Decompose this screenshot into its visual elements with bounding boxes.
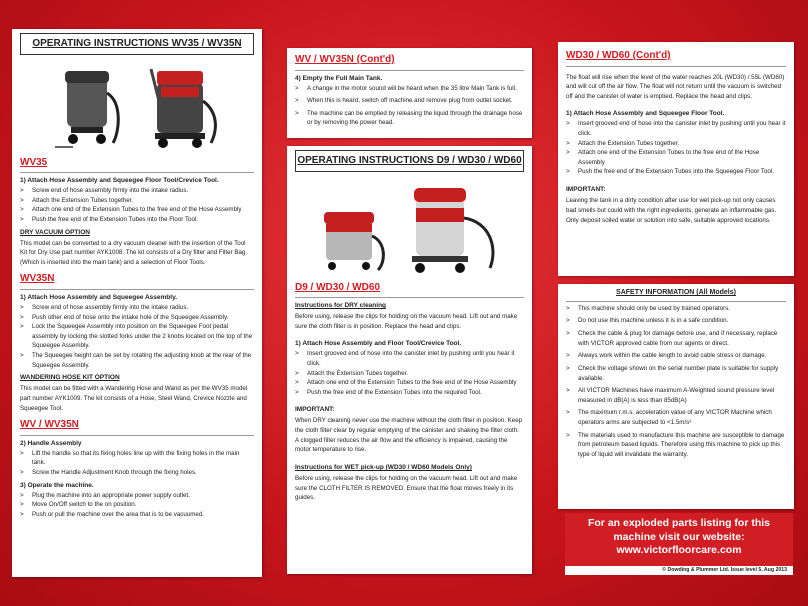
list-item: > Push the free end of the Extension Tubes into the required Tool. (295, 388, 524, 398)
heading-wv35n: WV35N (20, 273, 55, 285)
list-item: > Lift the handle so that its fixing holes line up with the fixing holes in the main tank. (20, 449, 254, 468)
list-item: > Attach one end of the Extension Tubes to the free end of the Hose Assembly (295, 378, 524, 388)
panel-wv-contd (287, 48, 532, 138)
list-item: > Push other end of hose onto the intake hole of the Squeegee Assembly. (20, 313, 254, 323)
list-item: > Move On/Off switch to the on position. (20, 500, 254, 510)
heading-wandering-hose-kit: WANDERING HOSE KIT OPTION (20, 374, 120, 382)
list-item: > Insert grooved end of hose into the canister inlet by pushing until you hear it click. (295, 349, 524, 368)
heading-d9-wd30-wd60: D9 / WD30 / WD60 (295, 281, 381, 293)
divider (566, 66, 786, 67)
heading-dry-vacuum-option: DRY VACUUM OPTION (20, 228, 90, 236)
heading-wv-wv35n: WV / WV35N (20, 419, 79, 431)
divider (566, 301, 786, 302)
dry-vacuum-text: This model can be converted to a dry vacuum cleaner with the insertion of the Tool Kit for Dry Use part number AYK1008. The kit consists of a Dry filter and Filter Bag (Which is inserted into the main tank) and a selection of Floor Tools. (20, 239, 246, 266)
list-item: > Do not use this machine unless it is in a safe condition. (566, 316, 786, 326)
website-link[interactable]: www.victorfloorcare.com (616, 544, 742, 557)
wet-pickup-text: Before using, release the clips for holding on the vacuum head. Lift out and make sure the CLOTH FILTER IS REMOVED. Ensure that the float moves freely in its guides. (295, 474, 518, 502)
list-item: > This machine should only be used by trained operators. (566, 304, 786, 314)
heading-dry-cleaning: Instructions for DRY cleaning (295, 302, 387, 309)
list-item: > Push the free end of the Extension Tubes into the Floor Tool. (20, 215, 254, 225)
list-item: > When this is heard, switch off machine and remove plug from outlet socket. (295, 96, 524, 106)
list-item: > Plug the machine into an appropriate power supply outlet. (20, 491, 254, 501)
panel-d9-wd30-wd60 (287, 146, 532, 574)
list-item: > All VICTOR Machines have maximum A-Weighted sound pressure level measured in dB(A) is less than 85dB(A) (566, 386, 786, 405)
image-wv35-machines (20, 59, 254, 151)
wv-step3: 3) Operate the machine. (20, 481, 94, 489)
divider (295, 70, 524, 71)
wv35n-step1: 1) Attach Hose Assembly and Squeegee Assembly. (20, 293, 178, 301)
dry-cleaning-text: Before using, release the clips for holding on the vacuum head. Lift out and make sure the cloth filter is in position. Replace the head and clips. (295, 313, 518, 330)
promo-line-2: machine visit our website: (613, 530, 745, 543)
panel-wd-contd (558, 42, 794, 276)
wv35-step1: 1) Attach Hose Assembly and Squeegee Floor Tool/Crevice Tool. (20, 177, 219, 184)
list-item: > Push or pull the machine over the area that is to be vacuumed. (20, 510, 254, 520)
list-item: > The materials used to manufacture this machine are susceptible to damage from petroleum based liquids. Therefore using this machine to pick up this type of liquid will invalidate the warranty. (566, 431, 786, 460)
important-dry-text: When DRY cleaning never use the machine without the cloth filter in position. Keep the cloth filter clear by regular emptying of the canister and shaking the filter cloth. A clogged filter reduces the air flow and the efficiency is impaired, causing the motor temperature to rise. (295, 417, 523, 454)
heading-wet-pickup: Instructions for WET pick-up (WD30 / WD60 Models Only) (295, 463, 472, 471)
list-item: > Screw end of hose assembly firmly into the intake radius. (20, 303, 254, 313)
wd-step1: 1) Attach Hose Assembly and Squeegee Floor Tool. (566, 110, 725, 118)
promo-line-1: For an exploded parts listing for this (587, 517, 771, 529)
list-item: > Lock the Squeegee Assembly into position on the Squeegee Foot pedal assembly by locking the slotted forks under the 2 knobs located on the top of the Squeegee Assembly. (20, 322, 254, 351)
list-item: > Attach one end of the Extension Tubes to the free end of the Hose Assembly (566, 148, 786, 167)
image-d9-machines (295, 176, 524, 276)
heading-wv-contd: WV / WV35N (Cont'd) (295, 54, 395, 65)
step4-empty-tank: 4) Empty the Full Main Tank. (295, 74, 383, 82)
list-item: > Attach the Extension Tubes together. (295, 369, 524, 379)
list-item: > The Squeegee height can be set by rotating the adjusting knob at the rear of the Squeegee Assembly. (20, 351, 254, 370)
float-text: The float will rise when the level of the water reaches 20L (WD30) / 55L (WD60) and will cut off the air flow. The float will not return until the vacuum is switched off and the canister of water is emptied. Replace the head and clips. (566, 73, 785, 100)
panel-wv35 (12, 29, 262, 577)
heading-important-dry: IMPORTANT: (295, 406, 335, 414)
heading-wv35: WV35 (20, 156, 48, 168)
list-item: > Attach the Extension Tubes together. (566, 139, 786, 149)
list-item: > Insert grooved end of hose into the canister inlet by pushing until you hear it click. (566, 119, 786, 138)
page-title-d9: OPERATING INSTRUCTIONS D9 / WD30 / WD60 (295, 150, 524, 172)
important-wet-line-2: Only deposit soiled water or solution into safe, suitable approved locations. (566, 217, 771, 225)
wv-step2: 2) Handle Assembly (20, 439, 82, 447)
list-item: > Check the voltage shown on the serial number plate is suitable for supply available. (566, 364, 786, 383)
panel-safety (558, 284, 794, 509)
divider (20, 435, 254, 436)
heading-important-wet: IMPORTANT: (566, 186, 606, 194)
list-item: > Attach one end of the Extension Tubes to the free end of the Hose Assembly (20, 205, 254, 215)
important-wet-line-1: Leaving the tank in a dirty condition after use for wet pick-up not only causes bad smells but could with the right ingredients, generate an inflammable gas. (566, 197, 777, 214)
list-item: > Screw end of hose assembly firmly into the intake radius. (20, 186, 254, 196)
heading-wd-contd: WD30 / WD60 (Cont'd) (566, 50, 671, 61)
copyright-notice: © Dowding & Plummer Ltd. Issue level 5, Aug 2013 (565, 566, 793, 575)
wv35-vacuum-image (53, 63, 125, 151)
d9-step1: 1) Attach Hose Assembly and Floor Tool/Crevice Tool. (295, 340, 462, 348)
wd60-vacuum-image (394, 178, 504, 276)
list-item: > Attach the Extension Tubes together. (20, 196, 254, 206)
list-item: > Check the cable & plug for damage before use, and if necessary, replace with VICTOR approved cable from our agents or direct. (566, 329, 786, 348)
list-item: > Screw the Handle Adjustment Knob through the fixing holes. (20, 468, 254, 478)
page-title-wv35: OPERATING INSTRUCTIONS WV35 / WV35N (20, 33, 254, 55)
divider (295, 297, 524, 298)
d9-vacuum-image (316, 206, 388, 276)
list-item: > The machine can be emptied by releasing the liquid through the drainage hose or by removing the power head. (295, 109, 524, 128)
list-item: > The maximum r.m.s. acceleration value of any VICTOR Machine which operators arms are subjected to <1.5m/s² (566, 408, 786, 427)
divider (20, 172, 254, 173)
list-item: > Always work within the cable length to avoid cable stress or damage. (566, 351, 786, 361)
divider (20, 289, 254, 290)
website-promo-box (565, 513, 793, 568)
list-item: > Push the free end of the Extension Tubes into the Squeegee Floor Tool. (566, 167, 786, 177)
list-item: > A change in the motor sound will be heard when the 35 litre Main Tank is full. (295, 84, 524, 94)
heading-safety-information: SAFETY INFORMATION (All Models) (616, 289, 736, 296)
wandering-hose-text: This model can be fitted with a Wandering Hose and Wand as per the WV35 model part number AYK1009. The kit consists of a Hose, Steel Wand, Crevice Nozzle and Squeegee Tool. (20, 385, 248, 412)
wv35n-vacuum-image (131, 61, 221, 151)
